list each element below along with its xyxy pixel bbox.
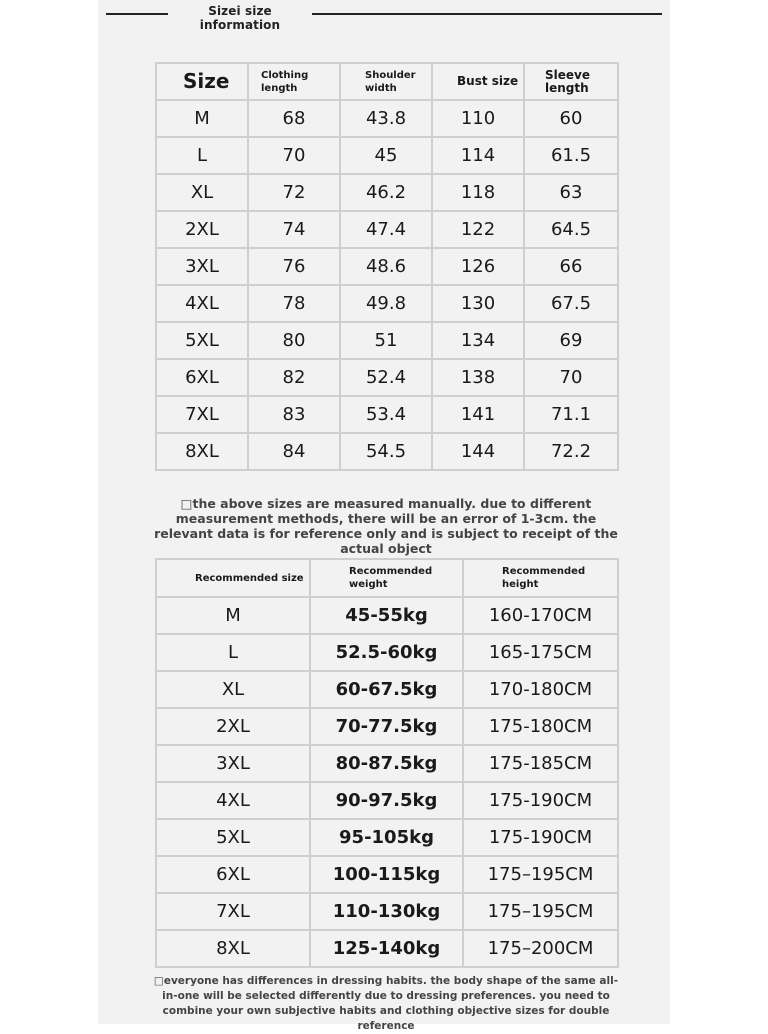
cell-bust-size: 130 bbox=[432, 285, 524, 322]
cell-recommended-weight: 80-87.5kg bbox=[310, 745, 463, 782]
cell-shoulder-width: 46.2 bbox=[340, 174, 432, 211]
cell-recommended-weight: 70-77.5kg bbox=[310, 708, 463, 745]
header-divider-right bbox=[312, 13, 662, 15]
header-recommended-size: Recommended size bbox=[156, 559, 310, 597]
size-chart-table bbox=[155, 62, 619, 471]
header-bust-size: Bust size bbox=[432, 63, 524, 100]
cell-recommended-height: 175-180CM bbox=[463, 708, 618, 745]
cell-size: 6XL bbox=[156, 359, 248, 396]
cell-bust-size: 134 bbox=[432, 322, 524, 359]
cell-recommended-size: 4XL bbox=[156, 782, 310, 819]
cell-shoulder-width: 54.5 bbox=[340, 433, 432, 470]
table-row bbox=[156, 396, 618, 433]
cell-size: 2XL bbox=[156, 211, 248, 248]
cell-recommended-size: 7XL bbox=[156, 893, 310, 930]
cell-clothing-length: 82 bbox=[248, 359, 340, 396]
header-size: Size bbox=[156, 63, 248, 100]
table-row bbox=[156, 248, 618, 285]
cell-sleeve-length: 63 bbox=[524, 174, 618, 211]
cell-recommended-weight: 110-130kg bbox=[310, 893, 463, 930]
table-row bbox=[156, 930, 618, 967]
size-chart-header-row bbox=[156, 63, 618, 100]
cell-recommended-height: 170-180CM bbox=[463, 671, 618, 708]
cell-recommended-weight: 125-140kg bbox=[310, 930, 463, 967]
cell-recommended-height: 175–195CM bbox=[463, 893, 618, 930]
cell-bust-size: 122 bbox=[432, 211, 524, 248]
cell-recommended-height: 165-175CM bbox=[463, 634, 618, 671]
cell-shoulder-width: 52.4 bbox=[340, 359, 432, 396]
table-row bbox=[156, 745, 618, 782]
cell-recommended-height: 175–200CM bbox=[463, 930, 618, 967]
cell-recommended-size: XL bbox=[156, 671, 310, 708]
table-row bbox=[156, 782, 618, 819]
cell-sleeve-length: 61.5 bbox=[524, 137, 618, 174]
cell-sleeve-length: 64.5 bbox=[524, 211, 618, 248]
cell-clothing-length: 84 bbox=[248, 433, 340, 470]
cell-size: 8XL bbox=[156, 433, 248, 470]
table-row bbox=[156, 100, 618, 137]
cell-recommended-weight: 52.5-60kg bbox=[310, 634, 463, 671]
cell-sleeve-length: 66 bbox=[524, 248, 618, 285]
measurement-note: □the above sizes are measured manually. due to different measurement methods, there will be an error of 1-3cm. the relevant data is for reference only and is subject to receipt of the actual object bbox=[154, 496, 618, 556]
cell-recommended-height: 175–195CM bbox=[463, 856, 618, 893]
header-sleeve-length: Sleeve length bbox=[524, 63, 618, 100]
table-row bbox=[156, 597, 618, 634]
cell-recommended-weight: 45-55kg bbox=[310, 597, 463, 634]
cell-recommended-size: 5XL bbox=[156, 819, 310, 856]
cell-bust-size: 118 bbox=[432, 174, 524, 211]
cell-recommended-height: 175-190CM bbox=[463, 819, 618, 856]
cell-size: XL bbox=[156, 174, 248, 211]
header-recommended-weight: Recommended weight bbox=[310, 559, 463, 597]
cell-recommended-height: 175-190CM bbox=[463, 782, 618, 819]
cell-recommended-size: 6XL bbox=[156, 856, 310, 893]
cell-clothing-length: 68 bbox=[248, 100, 340, 137]
cell-clothing-length: 78 bbox=[248, 285, 340, 322]
cell-recommended-weight: 90-97.5kg bbox=[310, 782, 463, 819]
cell-shoulder-width: 47.4 bbox=[340, 211, 432, 248]
header-clothing-length: Clothing length bbox=[248, 63, 340, 100]
cell-sleeve-length: 69 bbox=[524, 322, 618, 359]
cell-sleeve-length: 60 bbox=[524, 100, 618, 137]
cell-recommended-weight: 60-67.5kg bbox=[310, 671, 463, 708]
header-recommended-height: Recommended height bbox=[463, 559, 618, 597]
table-row bbox=[156, 322, 618, 359]
table-row bbox=[156, 211, 618, 248]
cell-sleeve-length: 72.2 bbox=[524, 433, 618, 470]
cell-recommended-size: 8XL bbox=[156, 930, 310, 967]
cell-recommended-weight: 100-115kg bbox=[310, 856, 463, 893]
cell-size: 5XL bbox=[156, 322, 248, 359]
cell-recommended-size: 3XL bbox=[156, 745, 310, 782]
cell-clothing-length: 70 bbox=[248, 137, 340, 174]
header-shoulder-width: Shoulder width bbox=[340, 63, 432, 100]
cell-clothing-length: 80 bbox=[248, 322, 340, 359]
cell-sleeve-length: 71.1 bbox=[524, 396, 618, 433]
cell-clothing-length: 83 bbox=[248, 396, 340, 433]
recommendation-header-row bbox=[156, 559, 618, 597]
table-row bbox=[156, 174, 618, 211]
table-row bbox=[156, 893, 618, 930]
table-row bbox=[156, 819, 618, 856]
cell-size: 7XL bbox=[156, 396, 248, 433]
cell-recommended-height: 175-185CM bbox=[463, 745, 618, 782]
cell-size: 4XL bbox=[156, 285, 248, 322]
table-row bbox=[156, 634, 618, 671]
cell-recommended-size: M bbox=[156, 597, 310, 634]
cell-bust-size: 144 bbox=[432, 433, 524, 470]
cell-shoulder-width: 49.8 bbox=[340, 285, 432, 322]
cell-sleeve-length: 70 bbox=[524, 359, 618, 396]
page-title: Sizei size information bbox=[199, 4, 281, 32]
cell-recommended-height: 160-170CM bbox=[463, 597, 618, 634]
cell-shoulder-width: 43.8 bbox=[340, 100, 432, 137]
cell-bust-size: 141 bbox=[432, 396, 524, 433]
cell-bust-size: 126 bbox=[432, 248, 524, 285]
cell-shoulder-width: 51 bbox=[340, 322, 432, 359]
header-divider-left bbox=[106, 13, 168, 15]
recommendation-table bbox=[155, 558, 619, 968]
cell-size: 3XL bbox=[156, 248, 248, 285]
table-row bbox=[156, 285, 618, 322]
table-row bbox=[156, 708, 618, 745]
cell-bust-size: 138 bbox=[432, 359, 524, 396]
cell-sleeve-length: 67.5 bbox=[524, 285, 618, 322]
cell-recommended-weight: 95-105kg bbox=[310, 819, 463, 856]
table-row bbox=[156, 137, 618, 174]
cell-recommended-size: 2XL bbox=[156, 708, 310, 745]
cell-shoulder-width: 45 bbox=[340, 137, 432, 174]
table-row bbox=[156, 433, 618, 470]
cell-bust-size: 114 bbox=[432, 137, 524, 174]
table-row bbox=[156, 856, 618, 893]
cell-size: M bbox=[156, 100, 248, 137]
cell-clothing-length: 72 bbox=[248, 174, 340, 211]
dressing-habits-note: □everyone has differences in dressing habits. the body shape of the same all-in-one will be selected differently due to dressing preferences. you need to combine your own subjective habits and clothing objective sizes for double reference bbox=[153, 975, 619, 1032]
cell-shoulder-width: 48.6 bbox=[340, 248, 432, 285]
cell-clothing-length: 76 bbox=[248, 248, 340, 285]
cell-bust-size: 110 bbox=[432, 100, 524, 137]
cell-size: L bbox=[156, 137, 248, 174]
cell-shoulder-width: 53.4 bbox=[340, 396, 432, 433]
cell-recommended-size: L bbox=[156, 634, 310, 671]
cell-clothing-length: 74 bbox=[248, 211, 340, 248]
table-row bbox=[156, 671, 618, 708]
table-row bbox=[156, 359, 618, 396]
